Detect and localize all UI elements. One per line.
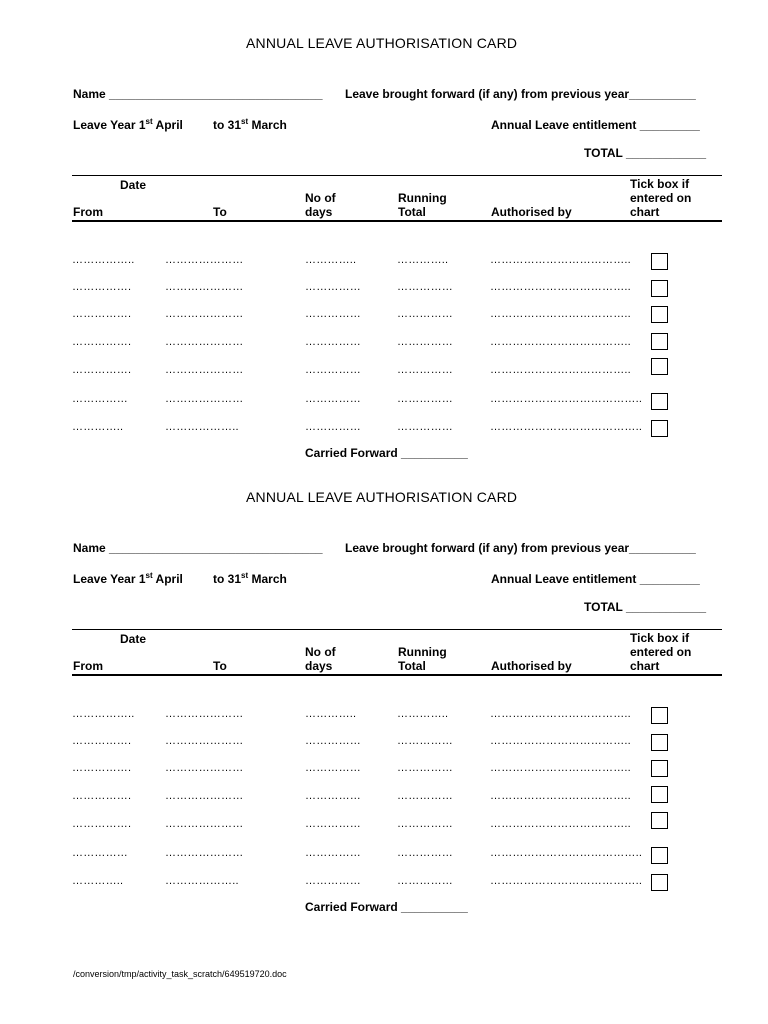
card-title: ANNUAL LEAVE AUTHORISATION CARD [246, 35, 518, 51]
running-total-field[interactable]: …………… [397, 336, 453, 348]
days-field[interactable]: …………… [305, 735, 361, 747]
from-field[interactable]: …………….. [72, 254, 135, 266]
running-total-field[interactable]: ………….. [397, 708, 449, 720]
authorised-by-field[interactable]: ……………………………….. [490, 708, 631, 720]
leave-year-end-label: to 31st March [213, 117, 287, 132]
authorised-by-field[interactable]: ……………………………….. [490, 254, 631, 266]
name-field[interactable]: Name ________________________________ [73, 541, 323, 555]
header-bottom-rule [72, 220, 722, 222]
from-field[interactable]: …………… [72, 847, 128, 859]
running-total-field[interactable]: …………… [397, 875, 453, 887]
entered-checkbox[interactable] [651, 734, 668, 751]
from-header: From [73, 205, 103, 219]
entered-checkbox[interactable] [651, 812, 668, 829]
days-field[interactable]: …………… [305, 281, 361, 293]
days-field[interactable]: …………… [305, 847, 361, 859]
carried-forward-field[interactable]: Carried Forward __________ [305, 446, 468, 460]
running-total-field[interactable]: …………… [397, 281, 453, 293]
leave-year-label: Leave Year 1st April [73, 571, 183, 586]
no-of-days-header: No of days [305, 645, 336, 673]
authorised-by-field[interactable]: ……………………………….. [490, 762, 631, 774]
from-field[interactable]: ……………. [72, 735, 132, 747]
tick-box-header: Tick box if entered on chart [630, 177, 692, 219]
to-header: To [213, 205, 227, 219]
entered-checkbox[interactable] [651, 786, 668, 803]
entered-checkbox[interactable] [651, 760, 668, 777]
entered-checkbox[interactable] [651, 707, 668, 724]
entered-checkbox[interactable] [651, 874, 668, 891]
authorised-by-field[interactable]: ……………………………….. [490, 818, 631, 830]
days-field[interactable]: …………… [305, 364, 361, 376]
from-field[interactable]: ……………. [72, 281, 132, 293]
days-field[interactable]: …………… [305, 818, 361, 830]
to-field[interactable]: ………………… [165, 735, 244, 747]
running-total-field[interactable]: …………… [397, 393, 453, 405]
days-field[interactable]: …………… [305, 308, 361, 320]
authorised-by-field[interactable]: ……………………………….. [490, 308, 631, 320]
total-field[interactable]: TOTAL ____________ [584, 600, 707, 614]
brought-forward-field[interactable]: Leave brought forward (if any) from previous year__________ [345, 87, 696, 101]
date-header: Date [120, 178, 147, 192]
running-total-field[interactable]: …………… [397, 308, 453, 320]
entered-checkbox[interactable] [651, 393, 668, 410]
leave-year-end-label: to 31st March [213, 571, 287, 586]
running-total-field[interactable]: …………… [397, 735, 453, 747]
to-field[interactable]: ………………… [165, 762, 244, 774]
name-field[interactable]: Name ________________________________ [73, 87, 323, 101]
entered-checkbox[interactable] [651, 280, 668, 297]
to-field[interactable]: ………………… [165, 336, 244, 348]
authorised-by-field[interactable]: ……………………………….. [490, 336, 631, 348]
running-total-field[interactable]: …………… [397, 421, 453, 433]
authorised-by-field[interactable]: ……………………………….. [490, 735, 631, 747]
authorised-by-field[interactable]: ……………………………….. [490, 790, 631, 802]
tick-box-header: Tick box if entered on chart [630, 631, 692, 673]
authorised-by-field[interactable]: ……………………………….. [490, 281, 631, 293]
from-field[interactable]: ………….. [72, 875, 124, 887]
leave-year-label: Leave Year 1st April [73, 117, 183, 132]
from-field[interactable]: ……………. [72, 790, 132, 802]
entered-checkbox[interactable] [651, 333, 668, 350]
authorised-by-field[interactable]: ………………………………….. [490, 875, 643, 887]
authorised-by-field[interactable]: ………………………………….. [490, 421, 643, 433]
to-field[interactable]: ………………… [165, 393, 244, 405]
days-field[interactable]: …………… [305, 393, 361, 405]
days-field[interactable]: …………… [305, 336, 361, 348]
authorised-by-header: Authorised by [491, 205, 572, 219]
entitlement-field[interactable]: Annual Leave entitlement _________ [491, 118, 700, 132]
from-field[interactable]: ……………. [72, 308, 132, 320]
to-header: To [213, 659, 227, 673]
days-field[interactable]: ………….. [305, 254, 357, 266]
to-field[interactable]: ………………… [165, 818, 244, 830]
to-field[interactable]: ……………….. [165, 421, 239, 433]
from-field[interactable]: ……………. [72, 818, 132, 830]
running-total-field[interactable]: ………….. [397, 254, 449, 266]
from-field[interactable]: ………….. [72, 421, 124, 433]
from-field[interactable]: ……………. [72, 364, 132, 376]
days-field[interactable]: ………….. [305, 708, 357, 720]
total-field[interactable]: TOTAL ____________ [584, 146, 707, 160]
entered-checkbox[interactable] [651, 253, 668, 270]
carried-forward-field[interactable]: Carried Forward __________ [305, 900, 468, 914]
to-field[interactable]: ………………… [165, 308, 244, 320]
file-path-footer: /conversion/tmp/activity_task_scratch/649519720.doc [73, 969, 287, 979]
days-field[interactable]: …………… [305, 790, 361, 802]
date-header: Date [120, 632, 147, 646]
to-field[interactable]: ………………… [165, 708, 244, 720]
from-field[interactable]: …………… [72, 393, 128, 405]
days-field[interactable]: …………… [305, 875, 361, 887]
entered-checkbox[interactable] [651, 306, 668, 323]
to-field[interactable]: ………………… [165, 254, 244, 266]
running-total-field[interactable]: …………… [397, 847, 453, 859]
running-total-field[interactable]: …………… [397, 790, 453, 802]
from-field[interactable]: ……………. [72, 336, 132, 348]
entered-checkbox[interactable] [651, 358, 668, 375]
to-field[interactable]: ………………… [165, 847, 244, 859]
header-top-rule [72, 629, 722, 630]
days-field[interactable]: …………… [305, 421, 361, 433]
authorised-by-field[interactable]: ………………………………….. [490, 393, 643, 405]
to-field[interactable]: ………………… [165, 281, 244, 293]
days-field[interactable]: …………… [305, 762, 361, 774]
entitlement-field[interactable]: Annual Leave entitlement _________ [491, 572, 700, 586]
header-bottom-rule [72, 674, 722, 676]
to-field[interactable]: ……………….. [165, 875, 239, 887]
running-total-header: Running Total [398, 645, 447, 673]
authorised-by-field[interactable]: ………………………………….. [490, 847, 643, 859]
no-of-days-header: No of days [305, 191, 336, 219]
card-title: ANNUAL LEAVE AUTHORISATION CARD [246, 489, 518, 505]
authorised-by-field[interactable]: ……………………………….. [490, 364, 631, 376]
entered-checkbox[interactable] [651, 420, 668, 437]
brought-forward-field[interactable]: Leave brought forward (if any) from previous year__________ [345, 541, 696, 555]
to-field[interactable]: ………………… [165, 790, 244, 802]
running-total-field[interactable]: …………… [397, 818, 453, 830]
to-field[interactable]: ………………… [165, 364, 244, 376]
from-field[interactable]: ……………. [72, 762, 132, 774]
running-total-header: Running Total [398, 191, 447, 219]
header-top-rule [72, 175, 722, 176]
running-total-field[interactable]: …………… [397, 762, 453, 774]
running-total-field[interactable]: …………… [397, 364, 453, 376]
from-header: From [73, 659, 103, 673]
entered-checkbox[interactable] [651, 847, 668, 864]
authorised-by-header: Authorised by [491, 659, 572, 673]
from-field[interactable]: …………….. [72, 708, 135, 720]
